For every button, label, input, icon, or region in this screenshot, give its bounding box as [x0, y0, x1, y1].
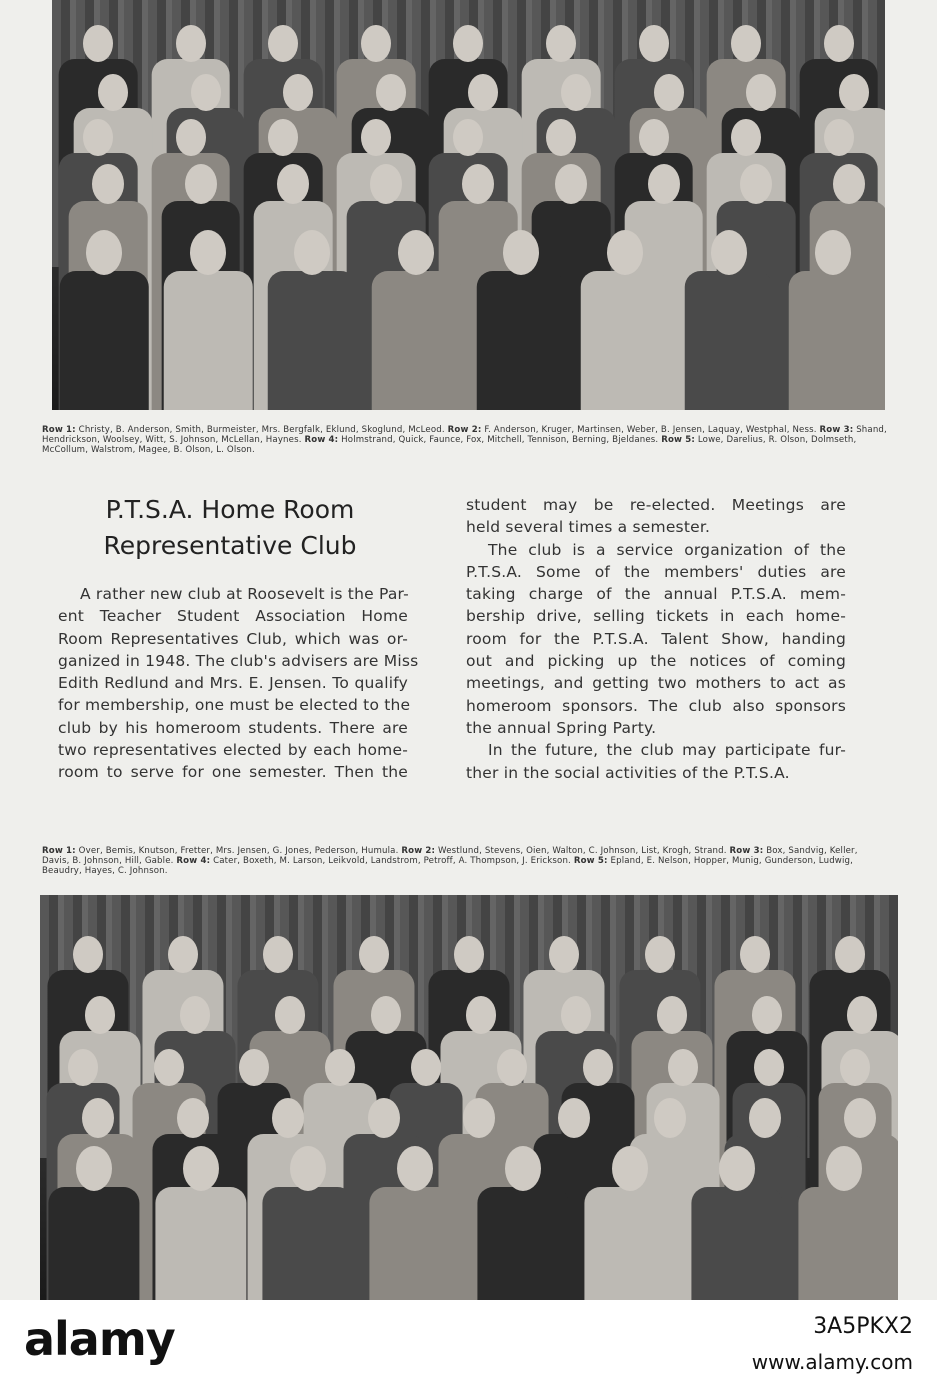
text-line: P.T.S.A. Some of the members' duties are: [466, 562, 846, 581]
row-names: Lowe, Darelius, R. Olson, Dolmseth, McCollum, Walstrom, Magee, B. Olson, L. Olson.: [42, 435, 857, 455]
row-names: Cater, Boxeth, M. Larson, Leikvold, Landstrom, Petroff, A. Thompson, J. Erickson.: [213, 856, 571, 866]
person-figure: [156, 230, 260, 410]
article-right-column: [466, 494, 846, 784]
row-names: Box, Sandvig, Keller, Davis, B. Johnson, Hill, Gable.: [42, 846, 858, 866]
text-line: for membership, one must be elected to the: [58, 696, 411, 715]
text-line: club by his homeroom students. There are: [58, 718, 408, 737]
watermark-bar: [0, 1300, 937, 1390]
article-title: [60, 492, 400, 564]
text-line: ther in the social activities of the P.T.S.A.: [466, 763, 790, 782]
person-figure: [52, 230, 156, 410]
text-line: The club is a service organization of the: [488, 540, 846, 559]
row-label: Row 1:: [42, 425, 76, 435]
title-line: Representative Club: [103, 531, 357, 560]
caption-bottom: [42, 846, 887, 876]
text-line: the annual Spring Party.: [466, 718, 657, 737]
person-figure: [576, 1146, 683, 1300]
text-line: room to serve for one semester. Then the: [58, 763, 408, 782]
row-names: Over, Bemis, Knutson, Fretter, Mrs. Jensen, G. Jones, Pederson, Humula.: [78, 846, 399, 856]
row-label: Row 4:: [304, 435, 339, 445]
person-figure: [684, 1146, 791, 1300]
person-figure: [573, 230, 677, 410]
group-photo-top: [52, 0, 885, 410]
person-figure: [147, 1146, 254, 1300]
person-figure: [469, 230, 573, 410]
watermark-url: www.alamy.com: [751, 1350, 913, 1374]
text-line: held several times a semester.: [466, 518, 711, 537]
article-left-column: [58, 583, 419, 784]
row-names: Westlund, Stevens, Oien, Walton, C. Johnson, List, Krogh, Strand.: [438, 846, 727, 856]
person-figure: [781, 230, 885, 410]
text-line: meetings, and getting two mothers to act as: [466, 674, 846, 693]
row-label: Row 3:: [819, 425, 854, 435]
text-line: Room Representatives Club, which was or-: [58, 629, 408, 648]
row-names: Holmstrand, Quick, Faunce, Fox, Mitchell, Tennison, Berning, Bjeldanes.: [341, 435, 659, 445]
text-line: ent Teacher Student Association Home: [58, 607, 408, 626]
row-label: Row 5:: [573, 856, 608, 866]
row-names: Christy, B. Anderson, Smith, Burmeister, Mrs. Bergfalk, Eklund, Skoglund, McLeod.: [78, 425, 445, 435]
person-figure: [260, 230, 364, 410]
text-line: student may be re-elected. Meetings are: [466, 496, 846, 514]
row-label: Row 2:: [447, 425, 482, 435]
text-line: homeroom sponsors. The club also sponsors: [466, 696, 846, 715]
alamy-logo: alamy: [24, 1312, 175, 1366]
caption-top: [42, 425, 887, 455]
person-figure: [791, 1146, 898, 1300]
row-names: Epland, E. Nelson, Hopper, Munig, Gunderson, Ludwig, Beaudry, Hayes, C. Johnson.: [42, 856, 854, 876]
text-line: In the future, the club may participate fur-: [488, 741, 846, 760]
person-figure: [364, 230, 468, 410]
person-figure: [40, 1146, 147, 1300]
text-line: two representatives elected by each home-: [58, 741, 408, 760]
text-line: ganized in 1948. The club's advisers are Miss: [58, 651, 419, 670]
person-figure: [362, 1146, 469, 1300]
person-figure: [469, 1146, 576, 1300]
row-names: F. Anderson, Kruger, Martinsen, Weber, B. Jensen, Laquay, Westphal, Ness.: [484, 425, 817, 435]
row-label: Row 2:: [401, 846, 436, 856]
group-photo-bottom: [40, 895, 898, 1300]
row-label: Row 5:: [661, 435, 695, 445]
row-label: Row 4:: [176, 856, 211, 866]
text-line: room for the P.T.S.A. Talent Show, handing: [466, 629, 846, 648]
title-line: P.T.S.A. Home Room: [105, 495, 355, 524]
text-line: taking charge of the annual P.T.S.A. mem-: [466, 585, 846, 604]
row-label: Row 3:: [729, 846, 764, 856]
text-line: bership drive, selling tickets in each home-: [466, 607, 846, 626]
text-line: Edith Redlund and Mrs. E. Jensen. To qualify: [58, 674, 408, 693]
text-line: out and picking up the notices of coming: [466, 652, 846, 671]
person-figure: [255, 1146, 362, 1300]
person-figure: [677, 230, 781, 410]
row-label: Row 1:: [42, 846, 76, 856]
row-names: Shand, Hendrickson, Woolsey, Witt, S. Johnson, McLellan, Haynes.: [42, 425, 887, 445]
text-line: A rather new club at Roosevelt is the Par-: [80, 585, 409, 603]
image-id: 3A5PKX2: [813, 1314, 913, 1339]
